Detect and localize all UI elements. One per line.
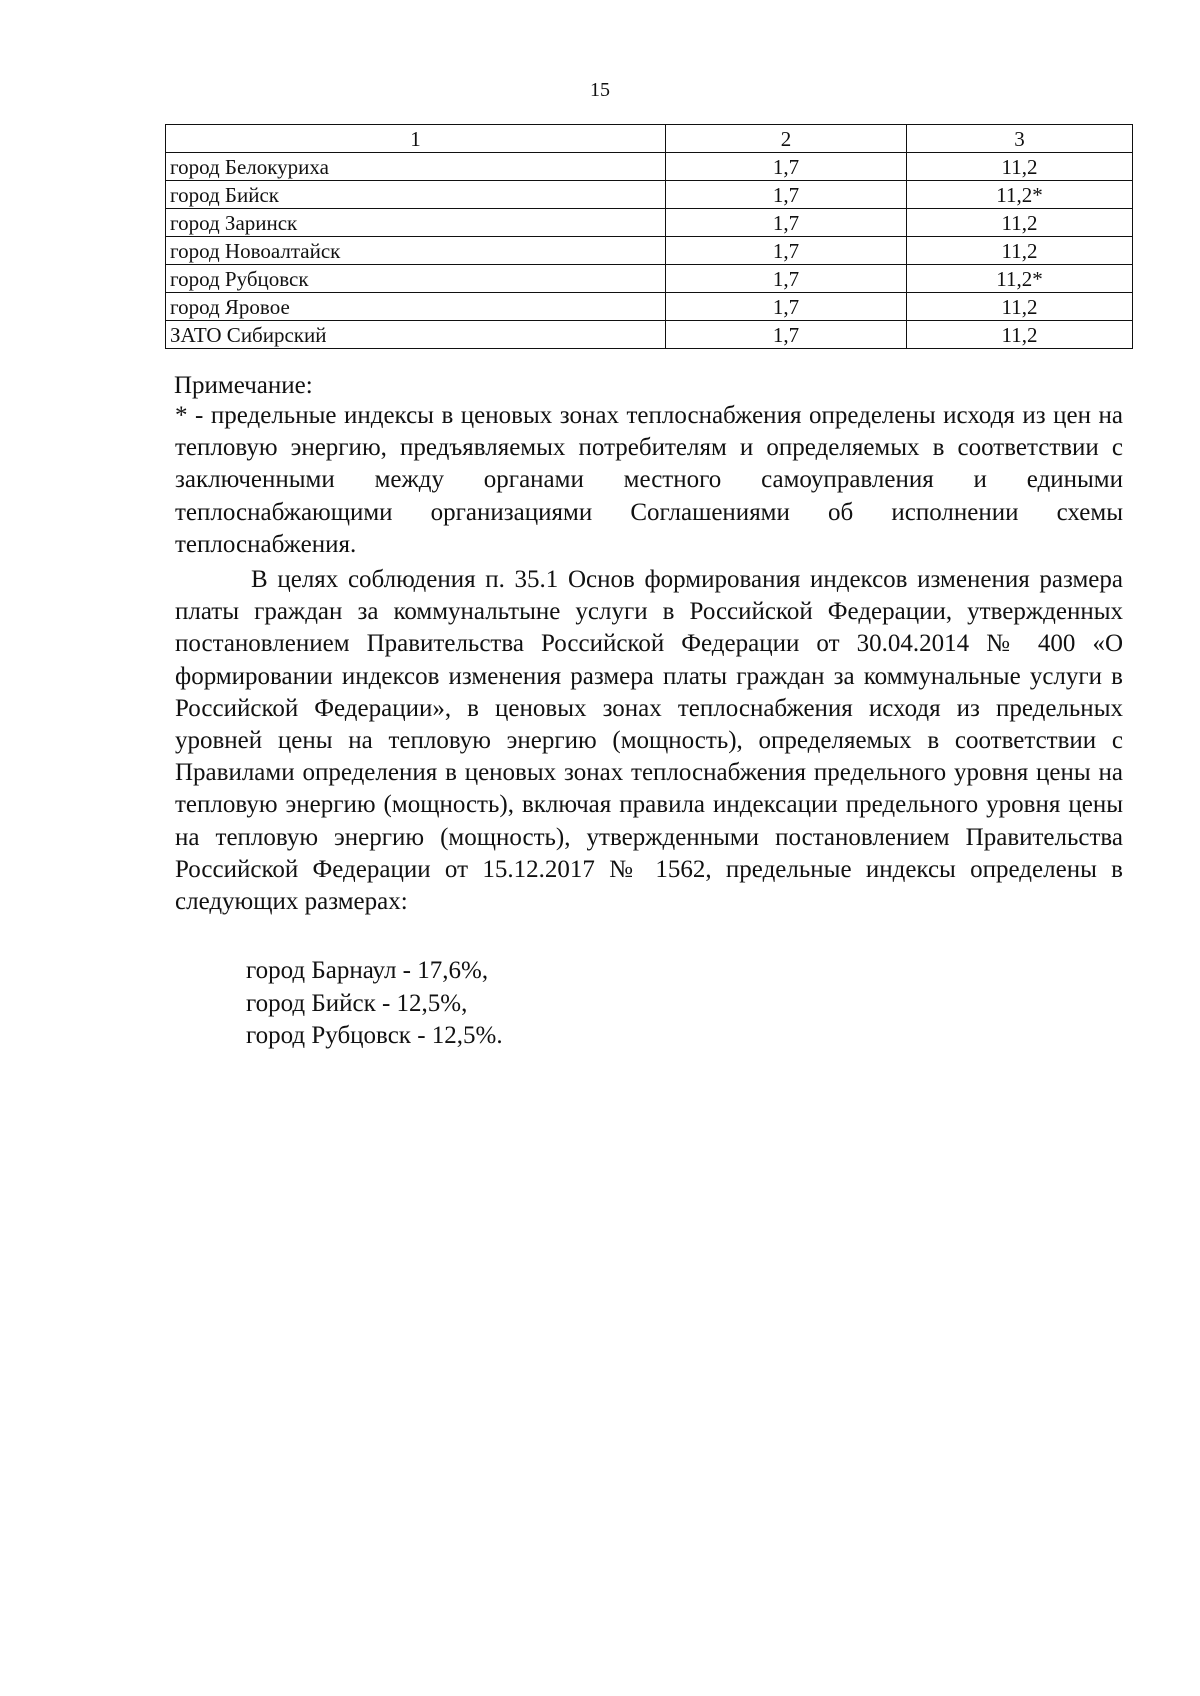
index-value-col2: 1,7 (666, 153, 907, 181)
index-value-col3: 11,2 (907, 153, 1133, 181)
table-row (166, 321, 1133, 349)
note-title: Примечание: (174, 372, 313, 399)
index-value-col2: 1,7 (666, 237, 907, 265)
index-value-col2: 1,7 (666, 209, 907, 237)
municipality-name: город Бийск (166, 181, 666, 209)
list-item: город Бийск - 12,5%, (246, 989, 468, 1017)
index-value-col3: 11,2* (907, 265, 1133, 293)
main-paragraph: В целях соблюдения п. 35.1 Основ формирования индексов изменения размера платы граждан за коммунальтыне услуги в Российской Федерации, утвержденных постановлением Правительства Российской Федерации от 30.04.2014 № 400 «О формировании индексов изменения размера платы граждан за коммунальные услуги в Российской Федерации», в ценовых зонах теплоснабжения исходя из предельных уровней цены на тепловую энергию (мощность), определяемых в соответствии с Правилами определения в ценовых зонах теплоснабжения предельного уровня цены на тепловую энергию (мощность), включая правила индексации предельного уровня цены на тепловую энергию (мощность), утвержденными постановлением Правительства Российской Федерации от 15.12.2017 № 1562, предельные индексы определены в следующих размерах: (175, 566, 1123, 916)
index-value-col2: 1,7 (666, 321, 907, 349)
table-row (166, 209, 1133, 237)
index-value-col3: 11,2 (907, 293, 1133, 321)
column-header: 2 (666, 125, 907, 153)
index-value-col3: 11,2* (907, 181, 1133, 209)
municipality-name: город Яровое (166, 293, 666, 321)
table-row (166, 237, 1133, 265)
list-item: город Барнаул - 17,6%, (246, 957, 489, 984)
index-value-col2: 1,7 (666, 265, 907, 293)
table-row (166, 293, 1133, 321)
municipality-name: город Белокуриха (166, 153, 666, 181)
index-value-col2: 1,7 (666, 293, 907, 321)
municipality-name: город Заринск (166, 209, 666, 237)
table-header-row (166, 125, 1133, 153)
index-value-col3: 11,2 (907, 209, 1133, 237)
municipality-name: город Рубцовск (166, 265, 666, 293)
column-header: 1 (166, 125, 666, 153)
page-number: 15 (590, 79, 610, 101)
index-value-col2: 1,7 (666, 181, 907, 209)
note-text: * - предельные индексы в ценовых зонах теплоснабжения определены исходя из цен на тепловую энергию, предъявляемых потребителям и определяемых в соответствии с заключенными между органами местного самоуправления и едиными теплоснабжающими организациями Соглашениями об исполнении схемы теплоснабжения. (175, 402, 1123, 558)
table-row (166, 153, 1133, 181)
column-header: 3 (907, 125, 1133, 153)
city-index-list (246, 955, 503, 1053)
table-row (166, 181, 1133, 209)
list-item: город Рубцовск - 12,5%. (246, 1022, 503, 1049)
municipality-name: город Новоалтайск (166, 237, 666, 265)
municipality-name: ЗАТО Сибирский (166, 321, 666, 349)
index-value-col3: 11,2 (907, 237, 1133, 265)
table-row (166, 265, 1133, 293)
index-value-col3: 11,2 (907, 321, 1133, 349)
tariff-index-table (165, 124, 1133, 349)
